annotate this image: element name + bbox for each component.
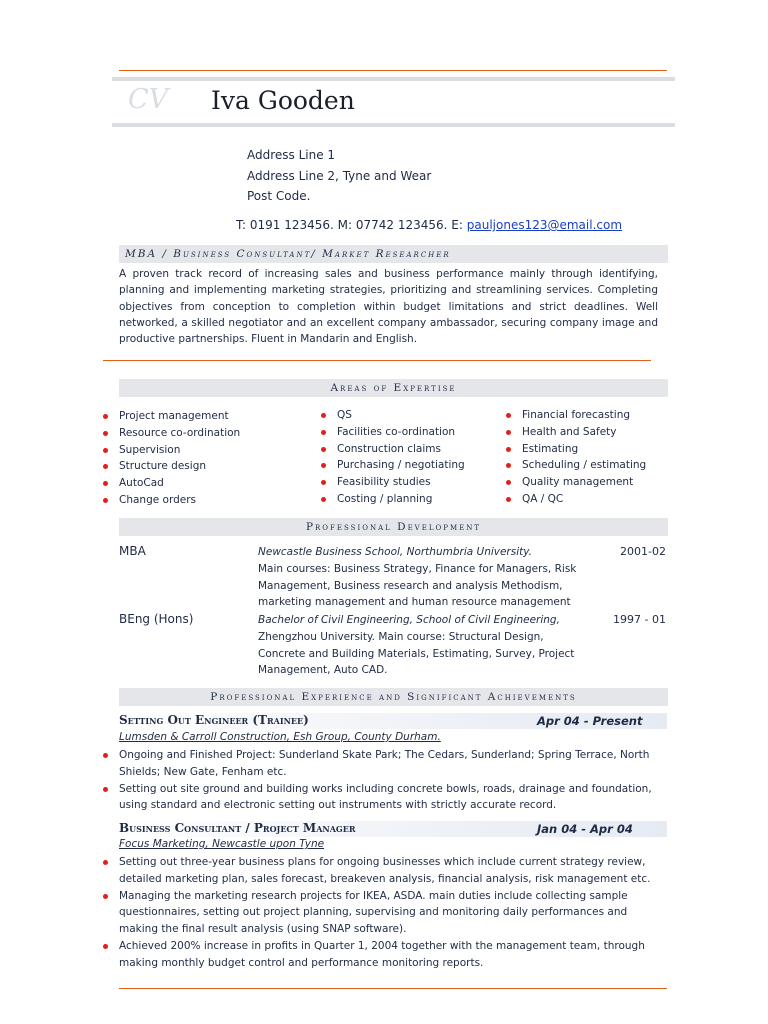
experience-heading-banner bbox=[119, 688, 668, 706]
list-item: QS bbox=[321, 407, 465, 424]
list-item: Setting out three-year business plans for ongoing businesses which include current strategy review, detailed marketing plan, sales forecast, breakeven analysis, financial analysis, risk management etc. bbox=[103, 854, 663, 888]
list-item: Financial forecasting bbox=[506, 407, 646, 424]
job-org: Lumsden & Carroll Construction, Esh Group, County Durham. bbox=[119, 731, 441, 743]
cv-label: CV bbox=[128, 84, 169, 115]
experience-heading: Professional Experience and Significant Achievements bbox=[210, 691, 577, 703]
job-title: Business Consultant / Project Manager bbox=[119, 821, 356, 835]
degree-title-beng: BEng (Hons) bbox=[119, 612, 194, 626]
list-item: Quality management bbox=[506, 474, 646, 491]
job-date: Jan 04 - Apr 04 bbox=[537, 822, 633, 836]
list-item: Setting out site ground and building works including concrete bowls, roads, drainage and foundation, using standard and electronic setting out instruments with strictly accurate record. bbox=[103, 781, 663, 815]
degree-date-beng: 1997 - 01 bbox=[613, 613, 666, 626]
job-header-1 bbox=[119, 713, 667, 729]
list-item: Construction claims bbox=[321, 441, 465, 458]
job-date: Apr 04 - Present bbox=[537, 714, 643, 728]
degree-courses: Main courses: Business Strategy, Finance for Managers, Risk Management, Business research and analysis Methodism, marketing management and human resource management bbox=[258, 562, 577, 609]
list-item: Scheduling / estimating bbox=[506, 457, 646, 474]
list-item: Achieved 200% increase in profits in Quarter 1, 2004 together with the management team, through making monthly budget control and performance monitoring reports. bbox=[103, 938, 663, 972]
list-item: QA / QC bbox=[506, 491, 646, 508]
degree-courses: Zhengzhou University. Main course: Structural Design, Concrete and Building Materials, Estimating, Survey, Project Management, Auto CAD. bbox=[258, 630, 575, 677]
development-heading: Professional Development bbox=[305, 521, 482, 533]
expertise-column-3 bbox=[506, 407, 646, 508]
profile-heading-banner bbox=[119, 245, 668, 263]
list-item: Purchasing / negotiating bbox=[321, 457, 465, 474]
address-line-2: Address Line 2, Tyne and Wear bbox=[247, 169, 432, 183]
list-item: Health and Safety bbox=[506, 424, 646, 441]
list-item: Managing the marketing research projects for IKEA, ASDA. main duties include collecting sample questionnaires, setting out project planning, supervising and monitoring daily performances and making the final result analysis (using SNAP software). bbox=[103, 888, 663, 938]
top-divider bbox=[119, 70, 667, 71]
degree-institution: Bachelor of Civil Engineering, School of Civil Engineering, bbox=[258, 614, 560, 626]
expertise-column-1 bbox=[103, 408, 240, 509]
degree-details-mba bbox=[258, 544, 578, 611]
job-2-bullets bbox=[103, 854, 663, 972]
bottom-divider bbox=[119, 988, 667, 989]
contact-line bbox=[236, 218, 622, 232]
degree-title-mba: MBA bbox=[119, 544, 146, 558]
degree-date-mba: 2001-02 bbox=[620, 545, 666, 558]
list-item: Project management bbox=[103, 408, 240, 425]
list-item: Costing / planning bbox=[321, 491, 465, 508]
header-bar-top bbox=[112, 77, 675, 81]
email-link[interactable]: pauljones123@email.com bbox=[466, 218, 623, 232]
job-org: Focus Marketing, Newcastle upon Tyne bbox=[119, 838, 325, 850]
contact-phones: T: 0191 123456. M: 07742 123456. E: bbox=[236, 218, 467, 232]
list-item: Resource co-ordination bbox=[103, 425, 240, 442]
degree-institution: Newcastle Business School, Northumbria University. bbox=[258, 546, 532, 558]
job-title: Setting Out Engineer (Trainee) bbox=[119, 713, 309, 727]
list-item: Change orders bbox=[103, 492, 240, 509]
expertise-heading: Areas of Expertise bbox=[330, 382, 457, 394]
development-heading-banner bbox=[119, 518, 668, 536]
expertise-heading-banner bbox=[119, 379, 668, 397]
list-item: Ongoing and Finished Project: Sunderland Skate Park; The Cedars, Sunderland; Spring Terrace, North Shields; New Gate, Fenham etc. bbox=[103, 747, 663, 781]
address-postcode: Post Code. bbox=[247, 189, 311, 203]
job-1-bullets bbox=[103, 747, 663, 814]
list-item: Estimating bbox=[506, 441, 646, 458]
list-item: Structure design bbox=[103, 458, 240, 475]
profile-heading: MBA / Business Consultant/ Market Researcher bbox=[125, 248, 451, 260]
list-item: Supervision bbox=[103, 442, 240, 459]
job-header-2 bbox=[119, 821, 667, 837]
candidate-name: Iva Gooden bbox=[211, 86, 355, 115]
list-item: Facilities co-ordination bbox=[321, 424, 465, 441]
expertise-column-2 bbox=[321, 407, 465, 508]
address-line-1: Address Line 1 bbox=[247, 148, 336, 162]
list-item: Feasibility studies bbox=[321, 474, 465, 491]
profile-summary: A proven track record of increasing sales and business performance mainly through identifying, planning and implementing marketing strategies, prioritizing and streamlining services. Completing objectives from conception to completion within budget limitations and strict deadlines. Well networked, a skilled negotiator and an excellent company ambassador, securing company image and productive partnerships. Fluent in Mandarin and English. bbox=[119, 268, 658, 346]
profile-divider bbox=[103, 360, 651, 361]
degree-details-beng bbox=[258, 612, 578, 679]
list-item: AutoCad bbox=[103, 475, 240, 492]
header-bar-bottom bbox=[112, 123, 675, 127]
